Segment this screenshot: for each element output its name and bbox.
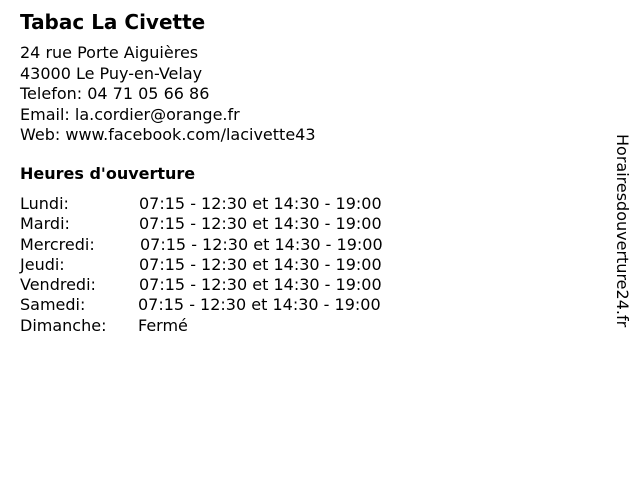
- phone-number: Telefon: 04 71 05 66 86: [20, 84, 210, 103]
- day-label: Jeudi:: [20, 254, 65, 274]
- business-name: Tabac La Civette: [20, 10, 206, 34]
- site-watermark: Horairesdouverture24.fr: [613, 134, 632, 328]
- hours-heading: Heures d'ouverture: [20, 164, 196, 183]
- day-hours: 07:15 - 12:30 et 14:30 - 19:00: [138, 295, 381, 315]
- city-address: 43000 Le Puy-en-Velay: [20, 63, 203, 83]
- day-label: Vendredi:: [20, 275, 96, 295]
- day-hours: Fermé: [138, 315, 188, 335]
- day-label: Lundi:: [20, 194, 69, 213]
- day-hours: 07:15 - 12:30 et 14:30 - 19:00: [139, 194, 382, 213]
- day-hours: 07:15 - 12:30 et 14:30 - 19:00: [139, 214, 382, 234]
- day-hours: 07:15 - 12:30 et 14:30 - 19:00: [139, 254, 382, 274]
- day-label: Samedi:: [20, 295, 86, 315]
- email-address: Email: la.cordier@orange.fr: [20, 104, 240, 124]
- contact-block: [20, 43, 316, 146]
- day-label: Dimanche:: [20, 315, 107, 335]
- day-label: Mercredi:: [20, 234, 95, 254]
- day-label: Mardi:: [20, 214, 70, 234]
- street-address: 24 rue Porte Aiguières: [20, 43, 199, 62]
- website-address: Web: www.facebook.com/lacivette43: [20, 125, 316, 144]
- day-hours: 07:15 - 12:30 et 14:30 - 19:00: [139, 275, 382, 295]
- day-hours: 07:15 - 12:30 et 14:30 - 19:00: [140, 234, 383, 254]
